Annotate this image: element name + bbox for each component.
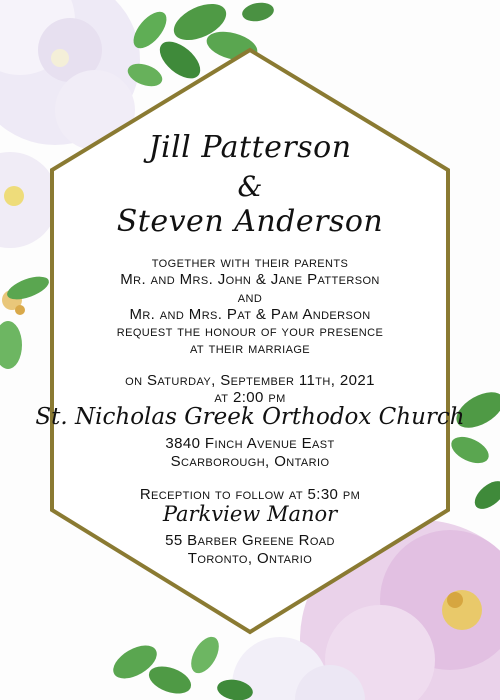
reception-line: Reception to follow at 5:30 pm <box>139 486 361 503</box>
reception-street: 55 Barber Greene Road <box>165 532 335 549</box>
time-line: at 2:00 pm <box>214 389 286 406</box>
ceremony-city: Scarborough, Ontario <box>170 453 330 470</box>
ampersand: & <box>237 170 263 203</box>
bride-parents: Mr. and Mrs. John & Jane Patterson <box>120 271 380 288</box>
parents-intro: together with their parents <box>151 254 349 271</box>
request-line: request the honour of your presence <box>116 323 384 340</box>
occasion-line: at their marriage <box>189 340 311 357</box>
groom-name: Steven Anderson <box>116 204 384 239</box>
reception-venue: Parkview Manor <box>162 502 338 526</box>
ceremony-venue: St. Nicholas Greek Orthodox Church <box>35 404 465 430</box>
ceremony-street: 3840 Finch Avenue East <box>165 435 335 452</box>
reception-city: Toronto, Ontario <box>187 550 313 567</box>
date-line: on Saturday, September 11th, 2021 <box>125 372 375 389</box>
groom-parents: Mr. and Mrs. Pat & Pam Anderson <box>129 306 371 323</box>
bride-name: Jill Patterson <box>148 130 352 165</box>
and-word: and <box>237 289 263 306</box>
